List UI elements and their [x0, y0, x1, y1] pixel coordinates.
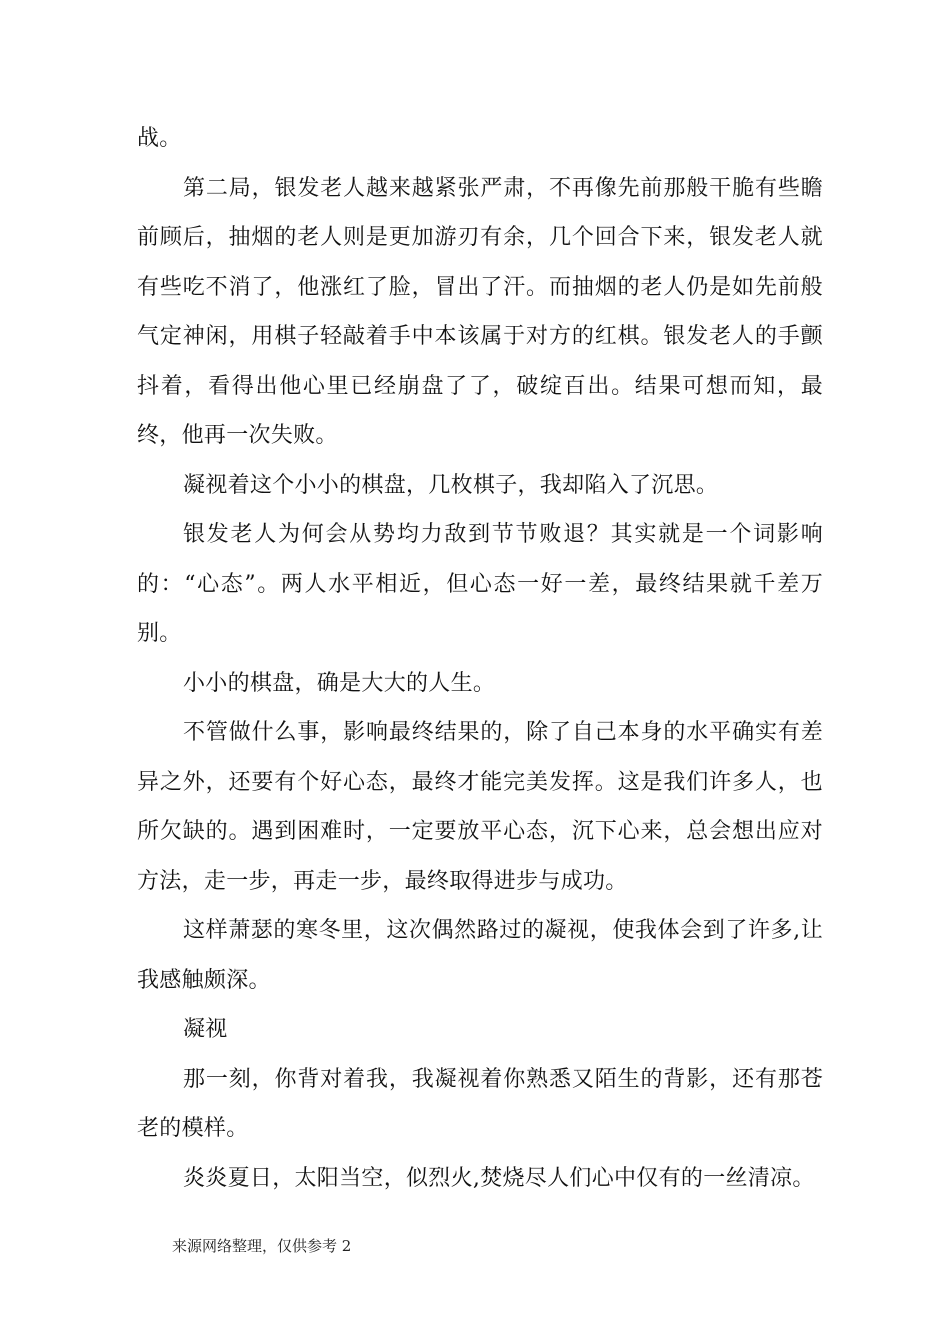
paragraph-chessboard-life: 小小的棋盘，确是大大的人生。 — [183, 670, 496, 696]
paragraph-reflection: 凝视着这个小小的棋盘，几枚棋子，我却陷入了沉思。 — [183, 472, 719, 498]
paragraph-conclusion: 这样萧瑟的寒冬里，这次偶然路过的凝视，使我体会到了许多,让我感触颇深。 — [137, 918, 823, 993]
section-title: 凝视 — [183, 1017, 228, 1042]
paragraph-continuation: 战。 — [137, 126, 182, 151]
paragraph-mindset: 银发老人为何会从势均力敌到节节败退？其实就是一个词影响的：“心态”。两人水平相近，但心态一好一差，最终结果就千差万别。 — [137, 522, 823, 646]
page-footer: 来源网络整理，仅供参考 2 — [172, 1237, 352, 1255]
paragraph-second-round: 第二局，银发老人越来越紧张严肃，不再像先前那般干脆有些瞻前顾后，抽烟的老人则是更加游刃有余，几个回合下来，银发老人就有些吃不消了，他涨红了脸，冒出了汗。而抽烟的老人仍是如先前般气定神闲，用棋子轻敲着手中本该属于对方的红棋。银发老人的手颤抖着，看得出他心里已经崩盘了了，破绽百出。结果可想而知，最终，他再一次失败。 — [137, 175, 823, 448]
paragraph-lesson: 不管做什么事，影响最终结果的，除了自己本身的水平确实有差异之外，还要有个好心态，最终才能完美发挥。这是我们许多人，也所欠缺的。遇到困难时，一定要放平心态，沉下心来，总会想出应对方法，走一步，再走一步，最终取得进步与成功。 — [137, 720, 823, 894]
document-body — [137, 114, 823, 1203]
paragraph-back-view: 那一刻，你背对着我，我凝视着你熟悉又陌生的背影，还有那苍老的模样。 — [137, 1066, 823, 1141]
paragraph-summer: 炎炎夏日，太阳当空，似烈火,焚烧尽人们心中仅有的一丝清凉。 — [183, 1165, 815, 1191]
